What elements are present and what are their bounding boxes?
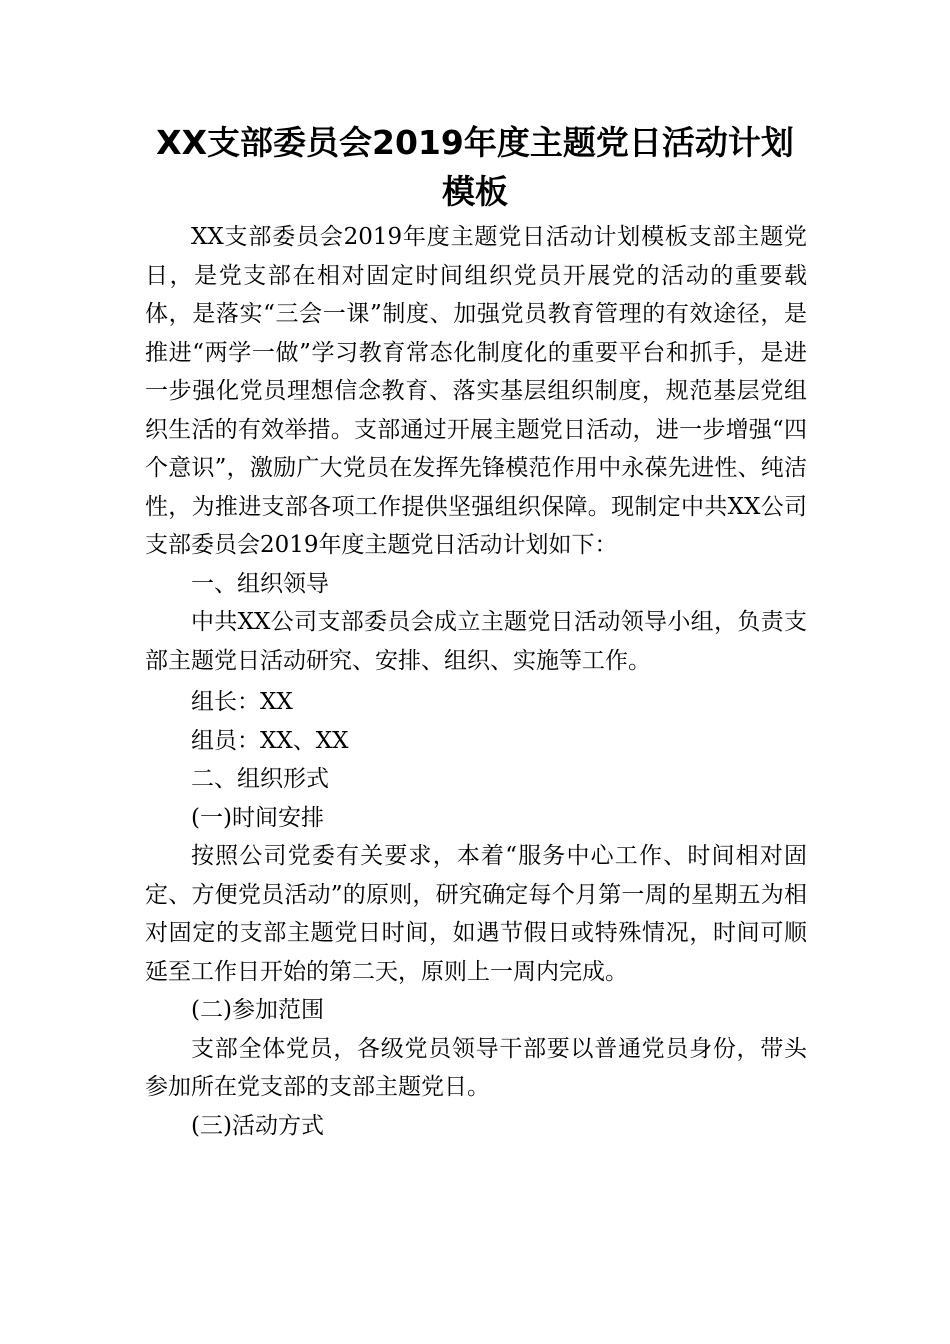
paragraph-group-members: 组员：XX、XX <box>191 727 349 754</box>
document-title: XX支部委员会2019年度主题党日活动计划模板 <box>156 123 794 211</box>
document-body <box>145 218 807 1145</box>
paragraph-group-leader: 组长：XX <box>191 689 293 715</box>
heading-organization-form: 二、组织形式 <box>191 766 329 792</box>
subheading-activity-method: (三)活动方式 <box>191 1112 324 1139</box>
subheading-time-arrangement: (一)时间安排 <box>191 804 324 831</box>
paragraph-time-arrangement: 按照公司党委有关要求，本着“服务中心工作、时间相对固定、方便党员活动”的原则，研究确定每个月第一周的星期五为相对固定的支部主题党日时间，如遇节假日或特殊情况，时间可顺延至工作日开始的第二天，原则上一周内完成。 <box>145 843 807 985</box>
paragraph-intro: XX支部委员会2019年度主题党日活动计划模板支部主题党日，是党支部在相对固定时间组织党员开展党的活动的重要载体，是落实“三会一课”制度、加强党员教育管理的有效途径，是推进“两学一做”学习教育常态化制度化的重要平台和抓手，是进一步强化党员理想信念教育、落实基层组织制度，规范基层党组织生活的有效举措。支部通过开展主题党日活动，进一步增强“四个意识”，激励广大党员在发挥先锋模范作用中永葆先进性、纯洁性，为推进支部各项工作提供坚强组织保障。现制定中共XX公司支部委员会2019年度主题党日活动计划如下： <box>145 224 807 558</box>
paragraph-participation-scope: 支部全体党员，各级党员领导干部要以普通党员身份，带头参加所在党支部的支部主题党日。 <box>145 1035 807 1100</box>
paragraph-leadership-group: 中共XX公司支部委员会成立主题党日活动领导小组，负责支部主题党日活动研究、安排、组织、实施等工作。 <box>145 609 807 674</box>
heading-organization-leadership: 一、组织领导 <box>191 570 329 597</box>
subheading-participation-scope: (二)参加范围 <box>191 997 324 1023</box>
